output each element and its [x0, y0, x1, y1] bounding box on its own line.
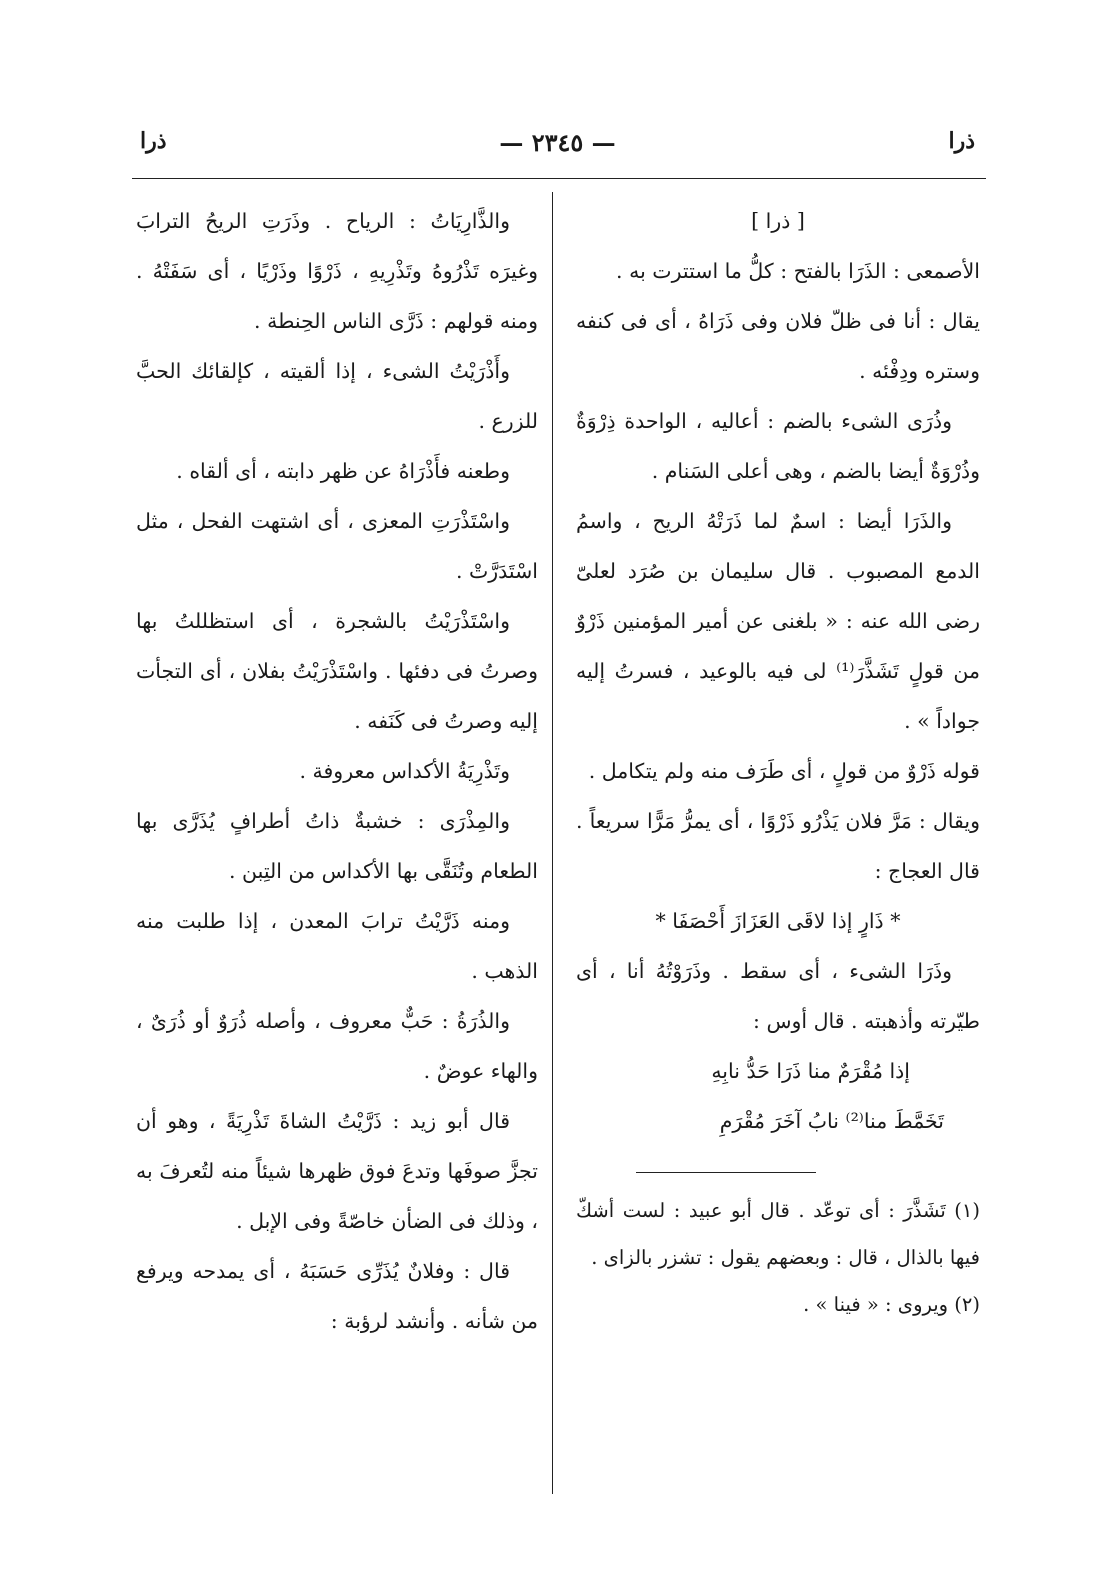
paragraph: قوله ذَرْوٌ من قولٍ ، أى طَرَف منه ولم يتكامل . — [588, 759, 980, 783]
footnote: (٢) ويروى : « فينا » . — [803, 1293, 980, 1316]
verse-line: * ذَارٍ إذا لاقَى العَزَازَ أَحْصَفَا * — [655, 909, 901, 933]
page-number: — ٢٣٤٥ — — [499, 128, 616, 157]
right-column — [576, 196, 980, 1328]
paragraph: وأَذْرَيْتُ الشىء ، إذا ألقيته ، كإلقائك الحبَّ للزرع . — [136, 359, 538, 433]
header-left-word: ذرا — [140, 128, 167, 154]
paragraph: وتَذْرِيَةُ الأكداس معروفة . — [299, 759, 510, 783]
paragraph: قال : وفلانٌ يُذَرِّى حَسَبَهُ ، أى يمدحه ويرفع من شأنه . وأنشد لرؤبة : — [136, 1259, 538, 1333]
column-divider — [552, 192, 553, 1494]
paragraph: وذَرَا الشىء ، أى سقط . وذَرَوْتُهُ أنا ، أى طيّرته وأذهبته . قال أوس : — [576, 959, 980, 1033]
paragraph: واسْتَذْرَتِ المعزى ، أى اشتهت الفحل ، مثل اسْتَدَرَّتْ . — [136, 509, 538, 583]
paragraph: ويقال : مَرَّ فلان يَذْرُو ذَرْوًا ، أى يمرُّ مَرًّا سريعاً . قال العجاج : — [576, 809, 980, 883]
paragraph: واسْتَذْرَيْتُ بالشجرة ، أى استظللتُ بها وصرتُ فى دفئها . واسْتَذْرَيْتُ بفلان ، أى التجأت إليه وصرتُ فى كَنَفه . — [136, 609, 538, 733]
footnote-rule — [636, 1172, 816, 1173]
left-column — [136, 196, 538, 1346]
paragraph: والذَّارِيَاتُ : الرياح . وذَرَتِ الريحُ الترابَ وغيرَه تَذْرُوهُ وتَذْرِيهِ ، ذَرْوًا وذَرْيًا ، أى سَفَتْهُ . ومنه قولهم : ذَرَّى الناس الحِنطة . — [136, 209, 538, 333]
paragraph: والذُرَةُ : حَبٌّ معروف ، وأصله ذُرَوٌ أو ذُرَىٌ ، والهاء عوضٌ . — [136, 1009, 538, 1083]
entry-heading: [ ذرا ] — [751, 209, 805, 233]
paragraph: وذُرَى الشىء بالضم : أعاليه ، الواحدة ذِرْوَةٌ وذُرْوَةٌ أيضا بالضم ، وهى أعلى السَنام . — [576, 409, 980, 483]
header-rule — [132, 178, 986, 179]
paragraph: والذَرَا أيضا : اسمٌ لما ذَرَتْهُ الريح ، واسمُ الدمع المصبوب . قال سليمان بن صُرَد لعلىّ رضى الله عنه : « بلغنى عن أمير المؤمنين ذَرْوٌ من قولٍ تَشَذَّرَ⁽¹⁾ لى فيه بالوعيد ، فسرتُ إليه جواداً » . — [576, 509, 981, 733]
paragraph: ومنه ذَرَّيْتُ ترابَ المعدن ، إذا طلبت منه الذهب . — [136, 909, 538, 983]
verse-line: تَخَمَّطَ منا⁽²⁾ نابُ آخَرَ مُقْرَمِ — [719, 1109, 944, 1133]
paragraph: يقال : أنا فى ظلّ فلان وفى ذَرَاهُ ، أى فى كنفه وستره ودِفْئه . — [576, 309, 980, 383]
header-right-word: ذرا — [948, 128, 975, 154]
verse-line: إذا مُقْرَمٌ منا ذَرَا حَدُّ نابِهِ — [711, 1059, 910, 1083]
footnote: (١) تَشَذَّرَ : أى توعّد . قال أبو عبيد : لست أشكّ فيها بالذال ، قال : وبعضهم يقول : تشزر بالزاى . — [576, 1199, 980, 1269]
paragraph: قال أبو زيد : ذَرَّيْتُ الشاةَ تَذْرِيَةً ، وهو أن تجزَّ صوفَها وتدعَ فوق ظهرها شيئاً منه لتُعرفَ به ، وذلك فى الضأن خاصّةً وفى الإبل . — [136, 1109, 538, 1233]
paragraph: الأصمعى : الذَرَا بالفتح : كلُّ ما استترت به . — [616, 259, 980, 283]
paragraph: والمِذْرَى : خشبةٌ ذاتُ أطرافٍ يُذَرَّى بها الطعام وتُنَقَّى بها الأكداس من التِبن . — [136, 809, 538, 883]
paragraph: وطعنه فأَذْرَاهُ عن ظهر دابته ، أى ألقاه . — [176, 459, 510, 483]
